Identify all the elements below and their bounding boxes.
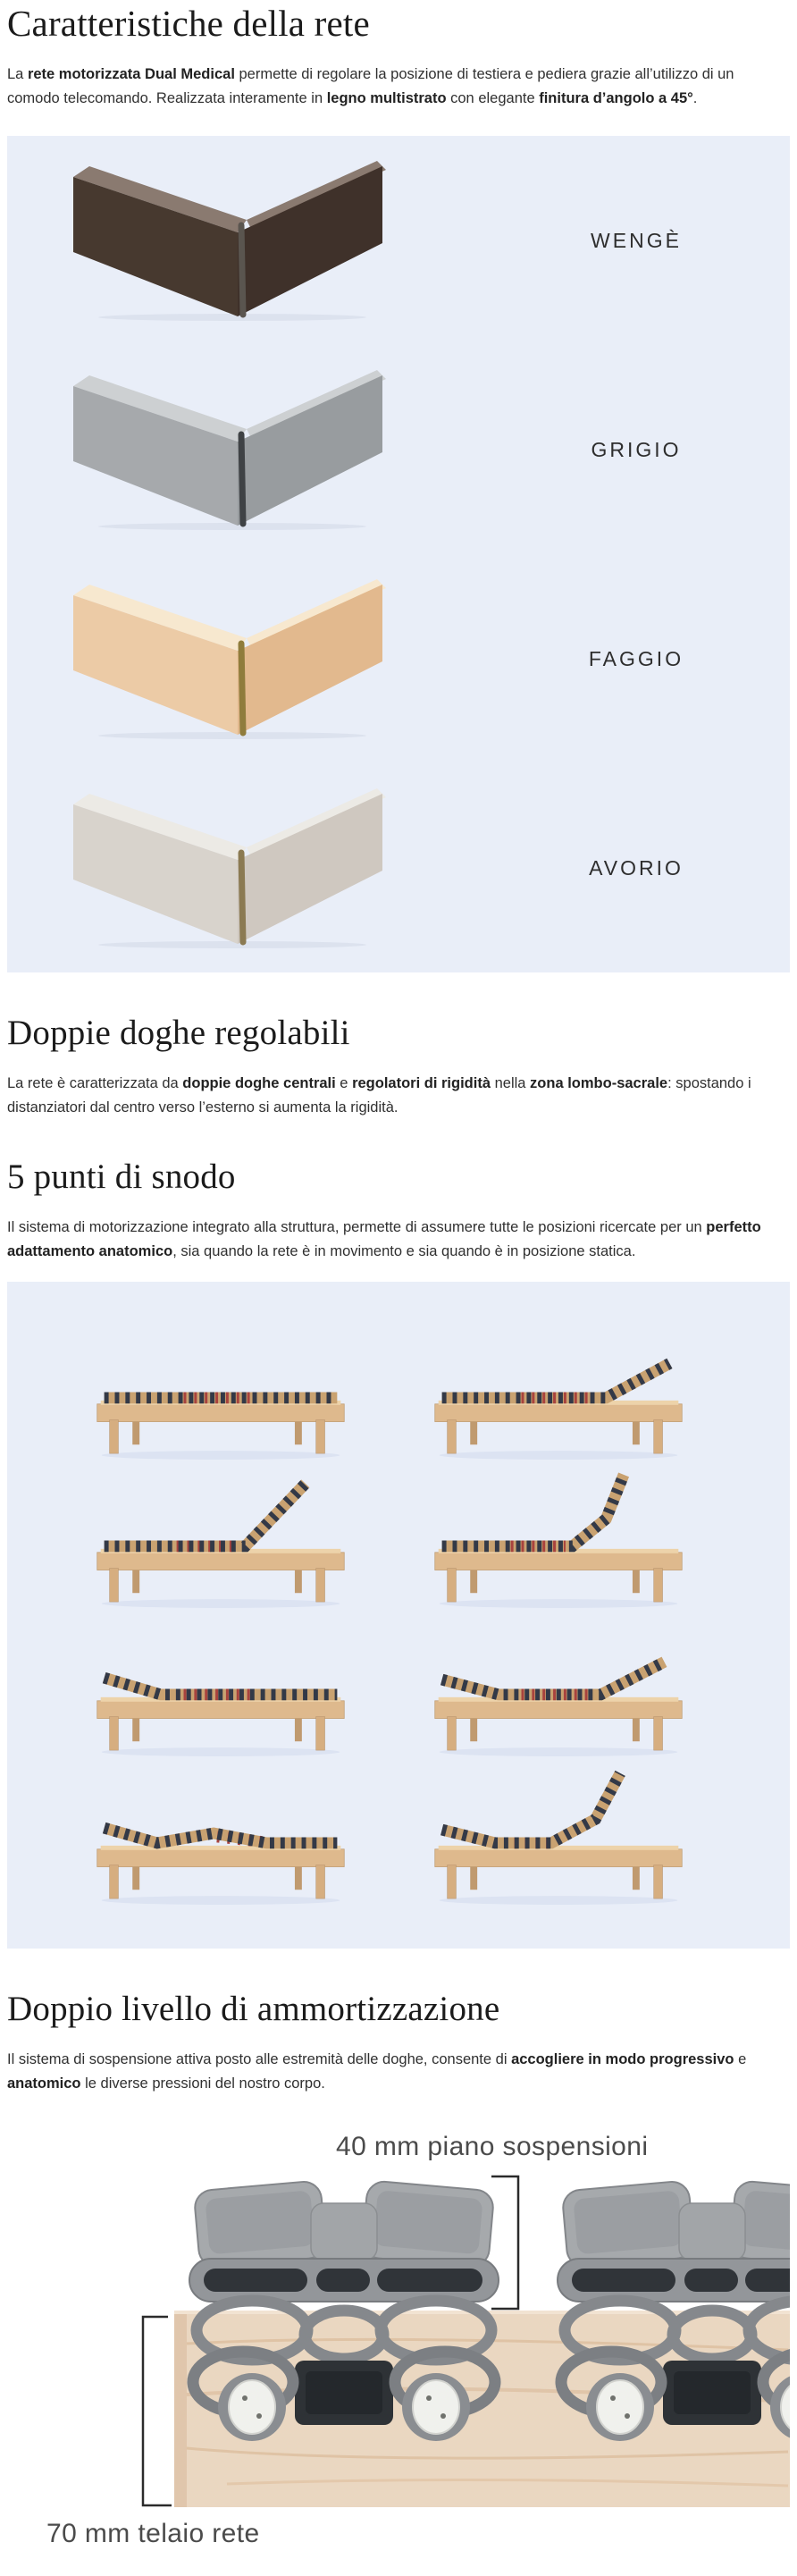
wood-corner-image [63, 577, 411, 740]
wood-corner-image [63, 368, 411, 531]
wood-corner-image [63, 787, 411, 949]
finish-row [7, 345, 790, 554]
label-70mm: 70 mm telaio rete [46, 2518, 260, 2548]
bed-position-head-low-legs-raised [421, 1616, 696, 1757]
section-title-ammortizzazione: Doppio livello di ammortizzazione [7, 1989, 500, 2028]
bed-position-legs-raised-wave [83, 1764, 358, 1906]
intro-paragraph: La rete motorizzata Dual Medical permette di regolare la posizione di testiera e pediera grazie all’utilizzo di un comodo telecomando. Realizzata interamente in legno multistrato con elegante finitura d’angolo a 45°. [7, 66, 734, 107]
finish-label: WENGÈ [591, 228, 682, 252]
bed-position-legs-raised [83, 1616, 358, 1757]
suspension-figure [120, 2169, 790, 2513]
bed-position-head-raised-high [421, 1468, 696, 1609]
snodo-paragraph: Il sistema di motorizzazione integrato alla struttura, permette di assumere tutte le posizioni ricercate per un perfetto adattamento anatomico, sia quando la rete è in movimento e sia quando è in posizione statica. [7, 1218, 761, 1259]
suspension-figure-image [120, 2169, 790, 2513]
doghe-paragraph: La rete è caratterizzata da doppie doghe centrali e regolatori di rigidità nella zona lombo-sacrale: spostando i distanziatori dal centro verso l’esterno si aumenta la rigidità. [7, 1074, 751, 1115]
section-title-doghe: Doppie doghe regolabili [7, 1014, 350, 1053]
bed-position-flat [83, 1319, 358, 1461]
bed-position-head-raised-mid [83, 1468, 358, 1609]
finish-label: AVORIO [589, 855, 684, 880]
label-40mm: 40 mm piano sospensioni [336, 2131, 649, 2161]
finish-label: FAGGIO [588, 646, 684, 670]
finish-row [7, 136, 790, 345]
bed-positions-panel [7, 1282, 790, 1949]
ammortizzazione-paragraph: Il sistema di sospensione attiva posto alle estremità delle doghe, consente di accogliere in modo progressivo e anatomico le diverse pressioni del nostro corpo. [7, 2050, 747, 2092]
section-title-snodo: 5 punti di snodo [7, 1157, 236, 1196]
bed-position-head-raised-low [421, 1319, 696, 1461]
wood-corner-image [63, 159, 411, 322]
finish-row [7, 763, 790, 972]
finishes-panel [7, 136, 790, 972]
bracket-70mm [143, 2317, 172, 2505]
finish-label: GRIGIO [591, 437, 682, 461]
bed-position-head-high-legs-raised [421, 1764, 696, 1906]
page-title: Caratteristiche della rete [7, 3, 370, 44]
finish-row [7, 554, 790, 763]
